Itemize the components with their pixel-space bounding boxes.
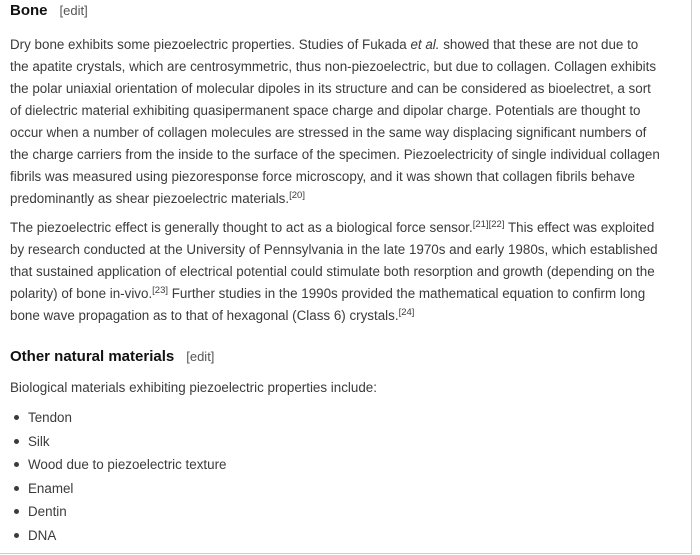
text-line: showed that these are not due to bbox=[439, 37, 639, 52]
bullet-icon bbox=[14, 415, 19, 420]
text-line: the apatite crystals, which are centrosymmetric, thus non-piezoelectric, but due to collagen. Collagen exhibits bbox=[10, 59, 657, 74]
list-item bbox=[14, 430, 227, 454]
bullet-icon bbox=[14, 486, 19, 491]
text-line: occur when a number of collagen molecules are stressed in the same way displacing significant numbers of bbox=[10, 125, 647, 140]
list-item-label: DNA bbox=[28, 527, 57, 543]
edit-link[interactable]: [edit] bbox=[186, 349, 215, 364]
text-line: that sustained application of electrical potential could stimulate both resorption and growth (depending on the bbox=[10, 264, 655, 279]
bullet-icon bbox=[14, 439, 19, 444]
paragraph-bone-2 bbox=[10, 217, 682, 327]
section-heading-bone bbox=[10, 2, 88, 19]
citation-link[interactable]: [23] bbox=[152, 285, 169, 296]
text-line: Biological materials exhibiting piezoelectric properties include: bbox=[10, 380, 377, 395]
text-line: polarity) of bone in-vivo. bbox=[10, 286, 153, 301]
text-line: The piezoelectric effect is generally thought to act as a biological force sensor. bbox=[10, 220, 473, 235]
bullet-icon bbox=[14, 462, 19, 467]
list-item-label: Dentin bbox=[28, 504, 67, 520]
text-line: of dielectric material exhibiting quasipermanent space charge and dipolar charge. Potentials are thought to bbox=[10, 103, 641, 118]
list-item bbox=[14, 477, 227, 501]
list-item bbox=[14, 524, 227, 548]
list-item-label: Wood due to piezoelectric texture bbox=[28, 457, 227, 473]
citation-link[interactable]: [22] bbox=[488, 219, 505, 230]
bullet-icon bbox=[14, 533, 19, 538]
citation-link[interactable]: [24] bbox=[398, 307, 415, 318]
text-line: This effect was exploited bbox=[504, 220, 655, 235]
list-item-label: Tendon bbox=[28, 410, 72, 425]
text-line: predominantly as shear piezoelectric materials. bbox=[10, 191, 290, 206]
text-line: Further studies in the 1990s provided the mathematical equation to confirm long bbox=[168, 286, 646, 301]
citation-link[interactable]: [20] bbox=[289, 190, 305, 201]
text-line: Dry bone exhibits some piezoelectric properties. Studies of Fukada bbox=[10, 37, 411, 52]
text-line: bone wave propagation as to that of hexagonal (Class 6) crystals. bbox=[10, 308, 399, 323]
list-item bbox=[14, 406, 227, 430]
list-item bbox=[14, 500, 227, 524]
italic-text: et al. bbox=[410, 37, 440, 52]
materials-list bbox=[14, 406, 227, 548]
paragraph-intro bbox=[10, 377, 682, 399]
edit-link[interactable]: [edit] bbox=[59, 3, 88, 18]
bullet-icon bbox=[14, 509, 19, 514]
text-line: the charge carriers from the inside to the surface of the specimen. Piezoelectricity of single individual collagen bbox=[10, 147, 660, 162]
section-heading-other-natural-materials bbox=[10, 348, 214, 365]
text-line: the polar uniaxial orientation of molecular dipoles in its structure and can be considered as bioelectret, a sort bbox=[10, 81, 651, 96]
list-item-label: Enamel bbox=[28, 480, 74, 496]
text-line: fibrils was measured using piezoresponse force microscopy, and it was shown that collagen fibrils behave bbox=[10, 169, 635, 184]
list-item bbox=[14, 453, 227, 477]
citation-link[interactable]: [21] bbox=[472, 219, 489, 230]
paragraph-bone-1 bbox=[10, 34, 682, 210]
list-item-label: Silk bbox=[28, 433, 50, 449]
heading-title: Bone bbox=[10, 2, 48, 19]
heading-title: Other natural materials bbox=[10, 348, 175, 365]
text-line: by research conducted at the University of Pennsylvania in the late 1970s and early 1980s, which established bbox=[10, 242, 658, 257]
